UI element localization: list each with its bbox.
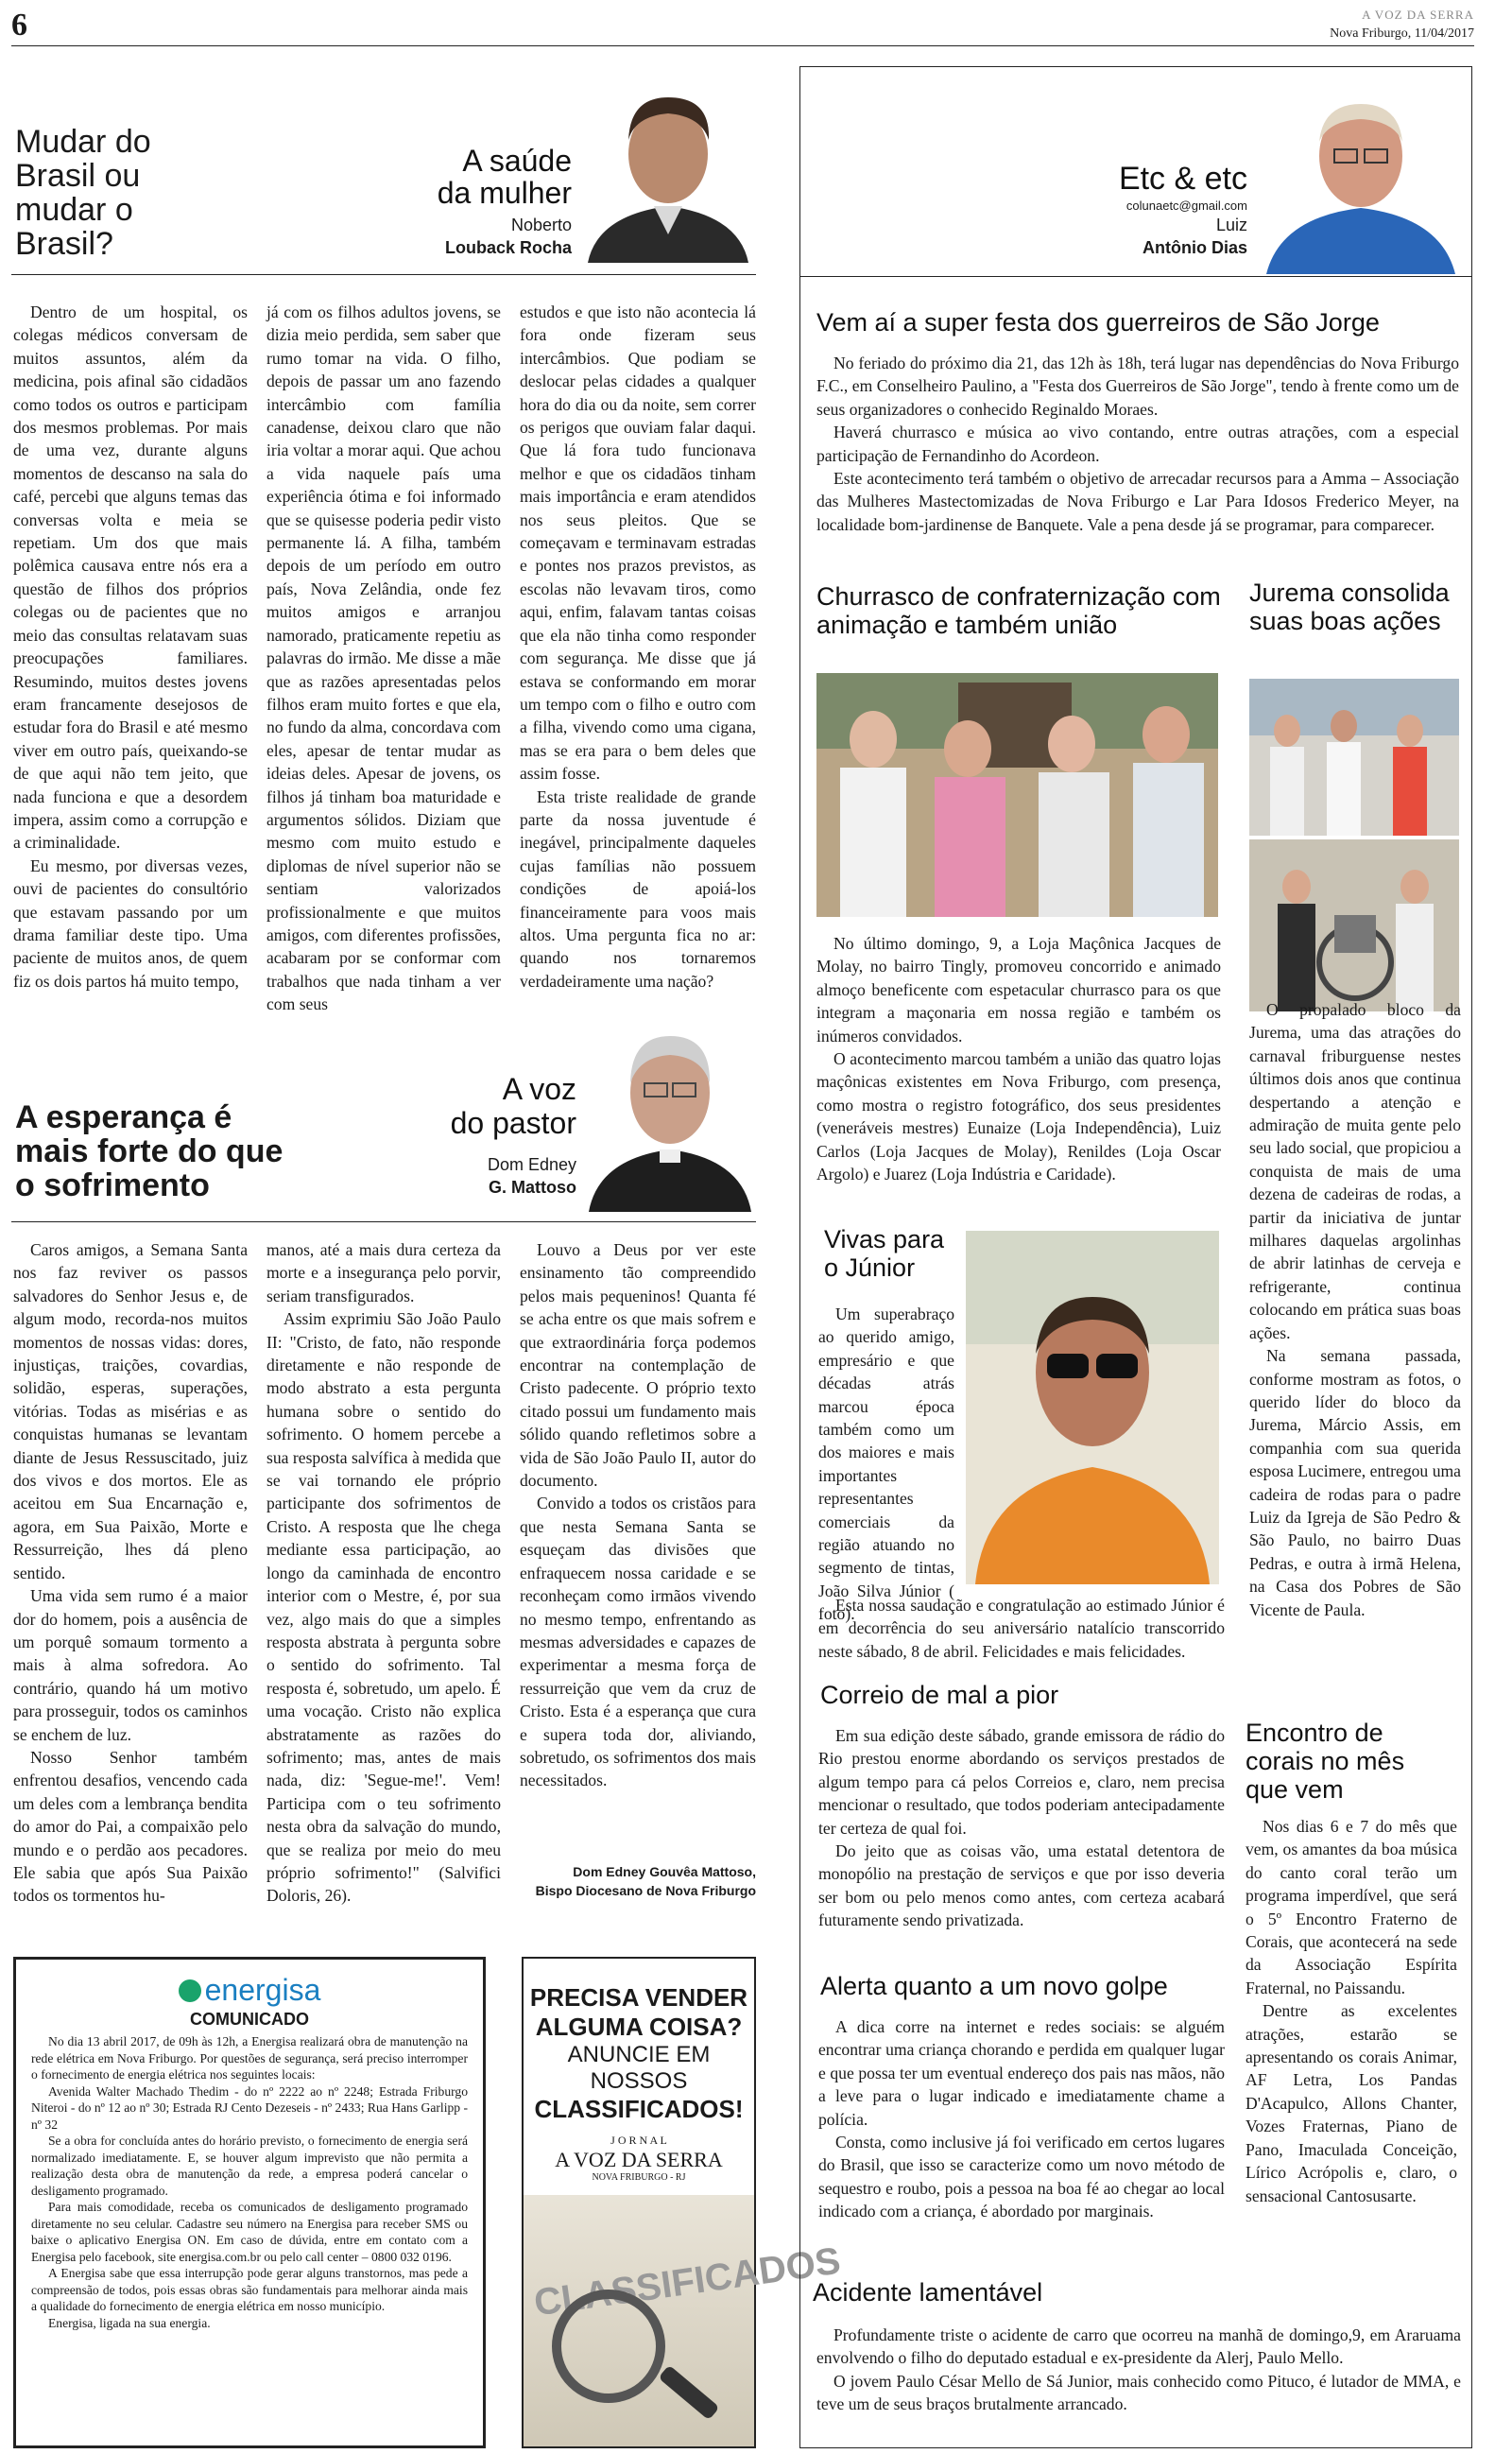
energisa-p6: Energisa, ligada na sua energia. [48,2315,211,2330]
acidente-p2: O jovem Paulo César Mello de Sá Junior, mais conhecido como Pituco, é lutador de MMA, e teve um de seus braços brutalmente arrancado. [816,2371,1461,2414]
saude-author-last: Louback Rocha [444,238,572,257]
header-rule [11,45,1474,46]
classificados-paper: A VOZ DA SERRA [555,2148,723,2171]
jurema-p2: Na semana passada, conforme mostram as fotos, o querido líder do bloco da Jurema, Márcio Assis, em companhia com sua querida esposa Lucimere, entregou uma cadeira de rodas para o padre Luiz da Igreja de São Pedro & São Paulo, no bairro Duas Pedras, e outra à irmã Helena, na Casa dos Pobres de São Vicente de Paula. [1249,1346,1461,1619]
saude-text-col1 [13,301,248,993]
festa-p2: Haverá churrasco e música ao vivo contando, entre outras atrações, com a especial participação de Fernandinho do Acordeon. [816,423,1459,465]
saude-author-photo [578,74,758,263]
classificados-image [524,2195,844,2446]
classificados-jornal: J O R N A L [610,2134,667,2147]
classificados-line3: ANUNCIE EM NOSSOS [567,2042,711,2094]
etc-author-photo [1257,76,1465,274]
energisa-body [31,2033,468,2331]
pastor-col1-p1: Caros amigos, a Semana Santa nos faz reviver os passos salvadores do Senhor Jesus e, de algum modo, recorda-nos muitos momentos de nossas vidas: dores, injustiças, traições, covardias, solidão, esperas, superações, vitórias. Todas as misérias e as conquistas humanas se levantam diante de Jesus Ressuscitado, juiz dos vivos e dos mortos. Ele as aceitou em Sua Encarnação e, agora, em Sua Paixão, Morte e Ressurreição, lhes dá pleno sentido. [13,1240,248,1582]
correio-p1: Em sua edição deste sábado, grande emissora de rádio do Rio prestou enorme abordando os serviços prestados de algum tempo para cá pelos Correios e, claro, nem precisa mencionar o resultado, que todos poderiam antecipadamente ter certeza de qual foi. [818,1726,1225,1838]
alerta-p1: A dica corre na internet e redes sociais: se alguém encontrar uma criança chorando e perdida em qualquer lugar e que possa ter um eventual endereço dos pais nas mãos, não a leve para o lugar indicado e imediatamente chame a polícia. [818,2017,1225,2129]
encontro-text [1246,1815,1457,2207]
magnifier-handle-icon [658,2365,719,2421]
saude-column-title-2: da mulher [437,176,572,210]
saude-col3-p1: estudos e que isto não acontecia lá fora onde fizeram seus intercâmbios. Que podiam se deslocar pelas cidades a qualquer hora do dia ou da noite, sem correr os perigos que ouviam falar daqui. Que lá fora tudo funcionava melhor e que os cidadãos tinham mais importância e eram atendidos nos seus pleitos. Que se começavam e terminavam estradas e pontes nos prazos previstos, as escolas não levavam tiros, como aqui, enfim, falavam tantas coisas que ela não tinha como responder com segurança. Me disse que já estava se conformando em morar um tempo com o filho e outro com a filha, vivendo como uma cigana, mas se era para o bem deles que assim fosse. [520,302,756,784]
energisa-title: COMUNICADO [190,2010,309,2029]
churrasco-p1: No último domingo, 9, a Loja Maçônica Jacques de Molay, no bairro Tingly, promoveu concorrido e animado almoço beneficente com espetacular churrasco para os que integram a maçonaria em nossa região e também os inúmeros convidados. [816,934,1221,1046]
jurema-photo-1 [1249,679,1459,836]
classificados-line2: ALGUMA COISA? [535,2013,743,2041]
acidente-text [816,2324,1461,2416]
vivas-title: Vivas para o Júnior [824,1225,945,1282]
jurema-text [1249,998,1461,1621]
acidente-title: Acidente lamentável [813,2278,1043,2307]
pastor-col1-p2: Uma vida sem rumo é a maior dor do homem, pois a ausência de um porquê somaum tormento a mais à alma sofredora. Ao contrário, quando há um motivo para prosseguir, todos os caminhos se enchem de luz. [13,1586,248,1744]
pastor-column-title-1: A voz [502,1072,576,1106]
energisa-logo-text: energisa [204,1973,321,2007]
saude-author-first: Noberto [510,216,572,234]
classificados-line4: CLASSIFICADOS! [534,2095,744,2123]
churrasco-title: Churrasco de confraternização com animação e também união [816,582,1221,639]
energisa-logo [31,1973,468,2008]
jurema-photo-2 [1249,839,1459,1011]
vivas-text-2 [818,1594,1225,1663]
etc-author-last: Antônio Dias [1143,238,1247,257]
pastor-text-col1 [13,1238,248,1908]
energisa-ad [13,1957,486,2448]
energisa-p5: A Energisa sabe que essa interrupção pode gerar alguns transtornos, mas pede a compreensão de todos, pois essas obras são fundamentais para melhorar ainda mais a qualidade do fornecimento de energia elétrica em nosso município. [31,2266,468,2313]
energisa-p4: Para mais comodidade, receba os comunicados de desligamento programado diretamente no seu celular. Cadastre seu número na Energisa para receber SMS ou baixe o aplicativo Energisa ON. Em caso de dúvida, entre em contato com a Energisa pelo facebook, site energisa.com.br ou pelo call center – 0800 032 0196. [31,2200,468,2264]
pastor-rule [11,1221,756,1222]
acidente-p1: Profundamente triste o acidente de carro que ocorreu na manhã de domingo,9, em Araruama envolvendo o filho do deputado estadual e ex-presidente da Alerj, Paulo Mello. [816,2325,1461,2368]
alerta-text [818,2015,1225,2223]
pastor-col2-p1: manos, até a mais dura certeza da morte e a insegurança pelo porvir, seriam transfigurados. [266,1240,501,1305]
saude-col1-p1: Dentro de um hospital, os colegas médicos conversam de muitos assuntos, além da medicina, pois afinal são cidadãos como todos os outros e participam dos mesmos problemas. Por mais de uma vez, durante alguns momentos de descanso na sala do café, percebi que alguns temas das conversas volta e meia se repetiam. Um dos que mais polêmica causava entre nós era a questão de filhos dos próprios colegas ou de pacientes que no meio das consultas relatavam suas preocupações familiares. Resumindo, muitos destes jovens eram francamente desejosos de estudar fora do Brasil e até mesmo viver em outro país, queixando-se de que aqui não tem jeito, que nada funciona e que a desordem impera, assim como a corrupção e a criminalidade. [13,302,248,853]
saude-headline: Mudar do Brasil ou mudar o Brasil? [15,124,151,262]
churrasco-photo [816,673,1218,917]
pastor-signature-1: Dom Edney Gouvêa Mattoso, [573,1864,756,1879]
energisa-p3: Se a obra for concluída antes do horário previsto, o fornecimento de energia será normalizado imediatamente. E, se houver algum imprevisto que não permita a realização desta obra de manutenção da rede, a empresa poderá cancelar o desligamento programado. [31,2134,468,2198]
vivas-p2: Esta nossa saudação e congratulação ao estimado Júnior é em decorrência do seu aniversário natalício transcorrido neste sábado, 8 de abril. Felicidades e mais felicidades. [818,1596,1225,1661]
correio-text [818,1724,1225,1932]
encontro-p1: Nos dias 6 e 7 do mês que vem, os amantes da boa música do canto coral terão um programa imperdível, que será o 5º Encontro Fraterno de Corais, que acontecerá na sede da Associação Espírita Fraternal, no Paissandu. [1246,1817,1457,1997]
saude-text-col2 [266,301,501,1016]
etc-email: colunaetc@gmail.com [1125,199,1247,213]
festa-p1: No feriado do próximo dia 21, das 12h às 18h, terá lugar nas dependências do Nova Friburgo F.C., em Conselheiro Paulino, a "Festa dos Guerreiros de São Jorge", tendo à frente como um de seus organizadores o conhecido Reginaldo Moraes. [816,354,1459,419]
correio-title: Correio de mal a pior [820,1681,1059,1709]
magnifier-icon [552,2290,665,2403]
pastor-author-last: G. Mattoso [489,1178,576,1197]
vivas-text [818,1303,1225,1626]
festa-p3: Este acontecimento terá também o objetivo de arrecadar recursos para a Amma – Associação das Mulheres Mastectomizadas de Nova Friburgo e Lar Para Idosos Frederico Meyer, na localidade bom-jardinense de Banquete. Vale a pena desde já se programar, para comparecer. [816,469,1459,534]
saude-col1-p2: Eu mesmo, por diversas vezes, ouvi de pacientes do consultório que estavam passando por um drama familiar deste tipo. Uma paciente de muitos anos, de quem fiz os dois partos há muito tempo, [13,855,248,991]
etc-header-rule [799,276,1472,277]
pastor-signature-2: Bispo Diocesano de Nova Friburgo [535,1883,756,1898]
pastor-author-photo [584,1008,756,1212]
encontro-title: Encontro de corais no mês que vem [1246,1719,1405,1804]
pastor-col3-p1: Louvo a Deus por ver este ensinamento tão compreendido pelos mais pequeninos! Quanta fé se acha entre os que mais sofrem e que extraordinária força podemos encontrar na contemplação de Cristo padecente. O próprio texto citado possui um fundamento mais sólido quando refletimos sobre a vida de São João Paulo II, autor do documento. [520,1240,756,1491]
saude-rule [11,274,756,275]
date-line: Nova Friburgo, 11/04/2017 [1330,26,1474,41]
saude-text-col3 [520,301,756,993]
jurema-title: Jurema consolida suas boas ações [1249,579,1450,635]
pastor-col3-p2: Convido a todos os cristãos para que nesta Semana Santa se esqueçam das divisões que enfraquecem nossa caridade e se reconheçam como irmãos vivendo no mesmo tempo, enfrentando as mesmas adversidades e capazes de experimentar a mesma força de ressurreição que vem da cruz de Cristo. Esta é a esperança que cura e supera toda dor, aliviando, sobretudo, os sofrimentos dos mais necessitados. [520,1494,756,1790]
vivas-p1: Um superabraço ao querido amigo, empresário e que décadas atrás marcou época também como um dos maiores e mais importantes representantes comerciais da região atuando no segmento de tintas, João Silva Júnior ( foto). [818,1305,954,1624]
pastor-text-col3 [520,1238,756,1792]
etc-author-first: Luiz [1215,216,1247,234]
correio-p2: Do jeito que as coisas vão, uma estatal detentora de monopólio na prestação de serviços e que por isso deveria ser bom ou pelo menos como antes, com certeza acabará futuramente sendo privatizada. [818,1841,1225,1930]
pastor-col1-p3: Nosso Senhor também enfrentou desafios, vencendo cada um deles com a lembrança bendita do amor do Pai, a compaixão pelo mundo e o perdão aos pecadores. Ele sabia que após Sua Paixão todos os tormentos hu- [13,1747,248,1906]
energisa-p1: No dia 13 abril 2017, de 09h às 12h, a Energisa realizará obra de manutenção na rede elétrica em Nova Friburgo. Por questões de segurança, será preciso interromper o fornecimento de energia elétrica nos seguintes locais: [31,2034,468,2082]
jurema-p1: O propalado bloco da Jurema, uma das atrações do carnaval friburguense nestes últimos dois anos que continua despertando a atenção e admiração de muita gente pelo seu lado social, que propiciou a conquista de mais de uma dezena de cadeiras de rodas, a partir da iniciativa de juntar milhares daquelas argolinhas de abrir latinhas de cerveja e refrigerante, continua colocando em prática suas boas ações. [1249,1000,1461,1342]
churrasco-text [816,932,1221,1185]
saude-col3-p2: Esta triste realidade de grande parte da nossa juventude é inegável, principalmente daqueles cujas famílias não possuem condições de apoiá-los financeiramente para voos mais altos. Uma pergunta fica no ar: quando nos tornaremos verdadeiramente uma nação? [520,786,756,991]
saude-column-title-1: A saúde [462,144,572,178]
energisa-logo-icon [179,1979,201,2002]
festa-title: Vem aí a super festa dos guerreiros de São Jorge [816,308,1380,337]
pastor-text-col2 [266,1238,501,1908]
pastor-headline: A esperança é mais forte do que o sofrimento [15,1099,284,1203]
pastor-author-first: Dom Edney [487,1155,576,1174]
etc-column-title: Etc & etc [1118,161,1247,197]
festa-text [816,352,1459,536]
page-number: 6 [11,8,27,43]
saude-col2-p1: já com os filhos adultos jovens, se dizia meio perdida, sem saber que rumo tomar na vida. O filho, depois de passar um ano fazendo intercâmbio com família canadense, deixou claro que não iria voltar a morar aqui. Que achou a vida naquele país uma experiência ótima e foi informado que se quisesse poderia pedir visto permanente lá. A filha, também depois de um período em outro país, Nova Zelândia, onde fez muitos amigos e arranjou namorado, praticamente repetiu as palavras do irmão. Me disse a mãe que as razões apresentadas pelos filhos eram muito fortes e que ela, no fundo da alma, concordava com eles, apesar de tentar mudar as ideias deles. Apesar de jovens, os filhos já tinham boa maturidade e argumentos sólidos. Diziam que mesmo com muito estudo e diplomas de nível superior não se sentiam valorizados profissionalmente e que muitos amigos, com diferentes profissões, acabaram por se conformar com trabalhos que nada tinham a ver com seus [266,302,501,1014]
classificados-line1: PRECISA VENDER [529,1983,748,2012]
churrasco-p2: O acontecimento marcou também a união das quatro lojas maçônicas existentes em Nova Friburgo, com presença, como mostra o registro fotográfico, dos seus presidentes (veneráveis mestres) Eunaize (Loja Independência), Luiz Carlos (Loja Jacques de Molay), Renildes (Loja Oscar Argolo) e Juarez (Loja Indústria e Caridade). [816,1049,1221,1184]
classificados-bg-word: CLASSIFICADOS [531,2239,844,2324]
alerta-p2: Consta, como inclusive já foi verificado em certos lugares do Brasil, que isso se caracterize como um novo método de sequestro e roubo, pois a pessoa na boa fé ao chegar ao local indicado com a criança, é abordado por marginais. [818,2133,1225,2221]
paper-name: A VOZ DA SERRA [1362,8,1474,22]
encontro-p2: Dentre as excelentes atrações, estarão se apresentando os corais Animar, AF Letra, Los Pandas D'Acapulco, Allons Chanter, Vozes Fraternas, Piano de Pano, Imaculada Conceição, Lírico Acrópolis e, claro, o sensacional Cantosusarte. [1246,2001,1457,2205]
classificados-ad [522,1957,844,2448]
energisa-p2: Avenida Walter Machado Thedim - do nº 2222 ao nº 2248; Estrada Friburgo Niteroi - do nº 12 ao nº 30; Estrada RJ Cento Dezeseis - nº 2433; Rua Hans Garlipp - nº 32 [31,2083,468,2132]
pastor-column-title-2: do pastor [450,1106,576,1140]
etc-top-rule [799,66,1472,67]
alerta-title: Alerta quanto a um novo golpe [820,1972,1168,2000]
pastor-col2-p2: Assim exprimiu São João Paulo II: "Cristo, de fato, não responde diretamente e não responde de modo abstrato a esta pergunta humana sobre o sentido do sofrimento. O homem percebe a sua resposta salvífica à medida que se vai tornando ele próprio participante dos sofrimentos de Cristo. A resposta que lhe chega mediante essa participação, ao longo da caminhada de encontro interior com o Mestre, é, por sua vez, algo mais do que a simples resposta abstrata à pergunta sobre o sentido do sofrimento. Tal resposta é, sobretudo, um apelo. É uma vocação. Cristo não explica abstratamente as razões do sofrimento; mas, antes de mais nada, diz: 'Segue-me!'. Vem! Participa com o teu sofrimento nesta obra da salvação do mundo, que se realiza por meio do meu próprio sofrimento!" (Salvifici Doloris, 26). [266,1309,501,1906]
classificados-city: NOVA FRIBURGO - RJ [592,2172,686,2183]
